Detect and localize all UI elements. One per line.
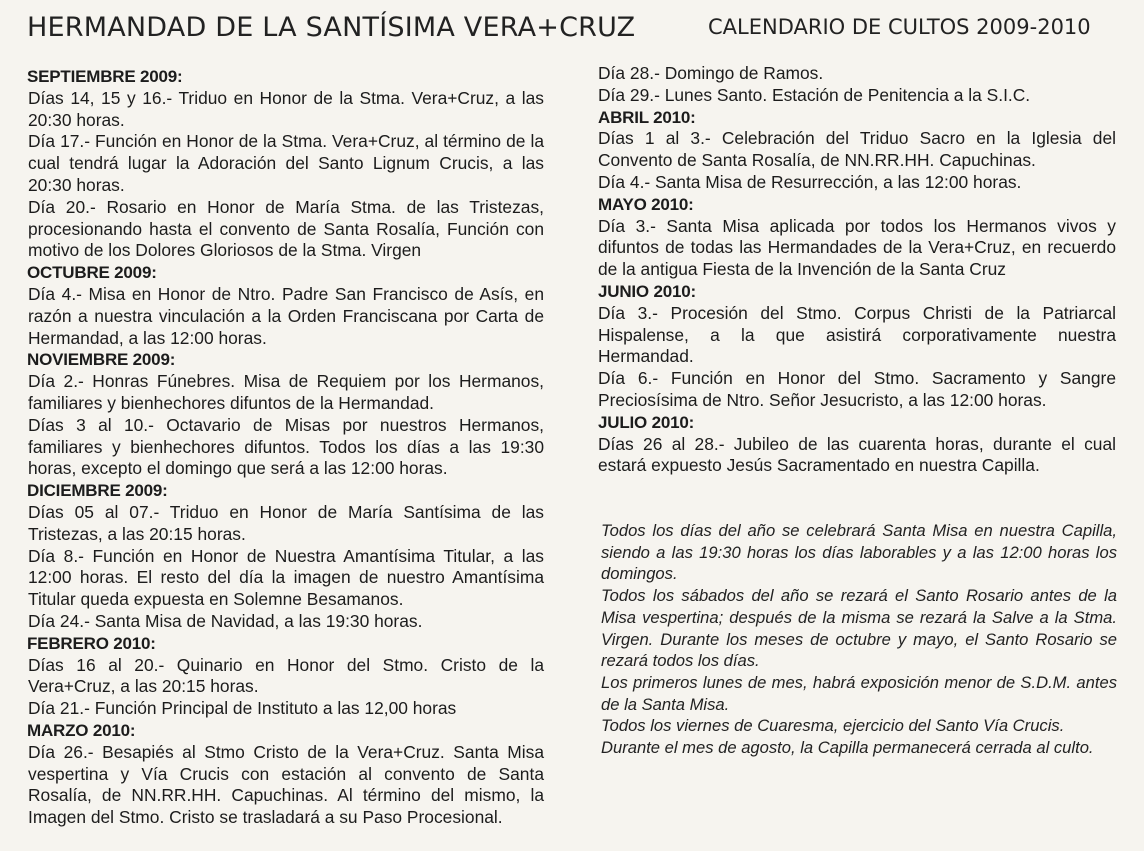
month-heading: JUNIO 2010:: [598, 281, 696, 301]
month-heading: JULIO 2010:: [598, 412, 695, 432]
document-subtitle: CALENDARIO DE CULTOS 2009-2010: [708, 15, 1091, 39]
calendar-entry: Días 26 al 28.- Jubileo de las cuarenta horas, durante el cual estará expuesto Jesús Sacramentado en nuestra Capilla.: [598, 433, 1116, 476]
calendar-entry: Día 8.- Función en Honor de Nuestra Amantísima Titular, a las 12:00 horas. El resto del día la imagen de nuestro Amantísima Titular queda expuesta en Solemne Besamanos.: [28, 545, 544, 610]
calendar-entry: Día 17.- Función en Honor de la Stma. Vera+Cruz, al término de la cual tendrá lugar la Adoración del Santo Lignum Crucis, a las 20:30 horas.: [28, 131, 544, 195]
calendar-entry: Días 3 al 10.- Octavario de Misas por nuestros Hermanos, familiares y bienhechores difuntos. Todos los días a las 19:30 horas, excepto el domingo que será a las 12:00 horas.: [28, 414, 544, 479]
calendar-entry: Día 21.- Función Principal de Instituto a las 12,00 horas: [28, 698, 457, 719]
calendar-entry: Día 3.- Santa Misa aplicada por todos los Hermanos vivos y difuntos de todas las Hermandades de la Vera+Cruz, en recuerdo de la antigua Fiesta de la Invención de la Santa Cruz: [598, 215, 1116, 280]
calendar-entry: Días 16 al 20.- Quinario en Honor del Stmo. Cristo de la Vera+Cruz, a las 20:15 horas.: [28, 654, 544, 697]
calendar-entry: Día 6.- Función en Honor del Stmo. Sacramento y Sangre Preciosísima de Ntro. Señor Jesucristo, a las 12:00 horas.: [598, 368, 1116, 410]
calendar-entry: Días 05 al 07.- Triduo en Honor de María Santísima de las Tristezas, a las 20:15 horas.: [28, 501, 544, 544]
calendar-entry: Día 20.- Rosario en Honor de María Stma. de las Tristezas, procesionando hasta el convento de Santa Rosalía, Función con motivo de los Dolores Gloriosos de la Stma. Virgen: [28, 196, 544, 261]
calendar-entry: Día 4.- Santa Misa de Resurrección, a las 12:00 horas.: [598, 171, 1022, 192]
left-column: [28, 66, 544, 829]
note-paragraph: Todos los sábados del año se rezará el Santo Rosario antes de la Misa vespertina; después de la misma se rezará la Salve a la Stma. Virgen. Durante los meses de octubre y mayo, el Santo Rosario se rezará todos los días.: [601, 586, 1117, 671]
calendar-entry: Día 4.- Misa en Honor de Ntro. Padre San Francisco de Asís, en razón a nuestra vinculación a la Orden Franciscana por Carta de Hermandad, a las 12:00 horas.: [28, 283, 544, 348]
month-heading: SEPTIEMBRE 2009:: [27, 67, 183, 86]
note-paragraph: Todos los viernes de Cuaresma, ejercicio del Santo Vía Crucis.: [601, 716, 1065, 736]
calendar-entry: Día 26.- Besapiés al Stmo Cristo de la Vera+Cruz. Santa Misa vespertina y Vía Crucis con estación al convento de Santa Rosalía, de NN.RR.HH. Capuchinas. Al término del mismo, la Imagen del Stmo. Cristo se trasladará a su Paso Procesional.: [28, 741, 544, 828]
calendar-entry: Días 14, 15 y 16.- Triduo en Honor de la Stma. Vera+Cruz, a las 20:30 horas.: [28, 87, 544, 130]
month-heading: MARZO 2010:: [27, 720, 136, 740]
document-title: HERMANDAD DE LA SANTÍSIMA VERA+CRUZ: [27, 12, 636, 43]
month-heading: NOVIEMBRE 2009:: [27, 350, 176, 370]
month-heading: FEBRERO 2010:: [27, 633, 156, 653]
calendar-entry: Día 29.- Lunes Santo. Estación de Penitencia a la S.I.C.: [598, 84, 1031, 105]
calendar-entry: Día 2.- Honras Fúnebres. Misa de Requiem por los Hermanos, familiares y bienhechores difuntos de la Hermandad.: [28, 371, 544, 413]
month-heading: MAYO 2010:: [598, 194, 694, 214]
month-heading: DICIEMBRE 2009:: [27, 481, 168, 501]
calendar-entry: Día 3.- Procesión del Stmo. Corpus Christi de la Patriarcal Hispalense, a la que asistirá corporativamente nuestra Hermandad.: [598, 302, 1116, 367]
note-paragraph: Todos los días del año se celebrará Santa Misa en nuestra Capilla, siendo a las 19:30 horas los días laborables y a las 12:00 horas los domingos.: [601, 521, 1117, 584]
calendar-entry: Día 28.- Domingo de Ramos.: [598, 63, 824, 83]
note-paragraph: Los primeros lunes de mes, habrá exposición menor de S.D.M. antes de la Santa Misa.: [601, 672, 1117, 714]
calendar-entry: Días 1 al 3.- Celebración del Triduo Sacro en la Iglesia del Convento de Santa Rosalía, de NN.RR.HH. Capuchinas.: [598, 128, 1116, 171]
month-heading: OCTUBRE 2009:: [27, 263, 157, 283]
notes-section: [601, 520, 1117, 759]
calendar-entry: Día 24.- Santa Misa de Navidad, a las 19:30 horas.: [28, 610, 423, 631]
right-column: [598, 63, 1116, 477]
month-heading: ABRIL 2010:: [598, 107, 696, 127]
note-paragraph: Durante el mes de agosto, la Capilla permanecerá cerrada al culto.: [601, 738, 1094, 758]
